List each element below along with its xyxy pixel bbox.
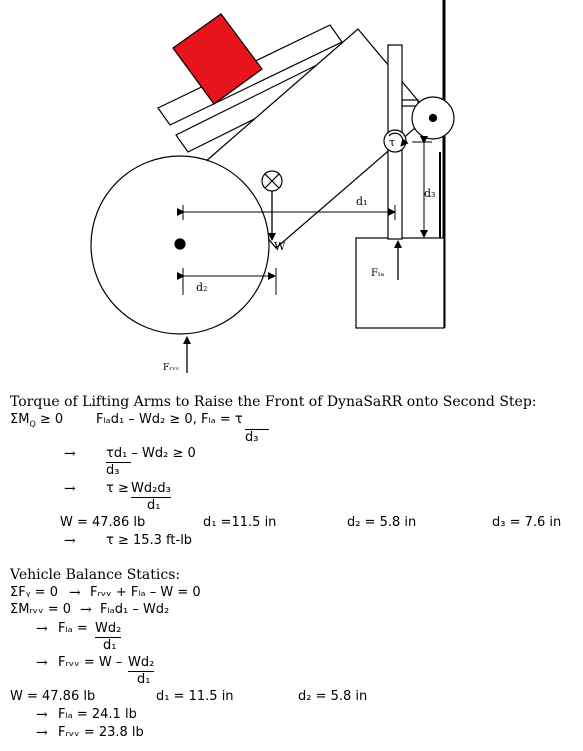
s1-eq1-body: Fₗₐd₁ – Wd₂ ≥ 0, Fₗₐ = τ — [96, 412, 243, 427]
s1-eq3-num: Wd₂d₃ — [131, 481, 171, 496]
section1-title: Torque of Lifting Arms to Raise the Front of DynaSaRR onto Second Step: — [10, 394, 537, 410]
s2-eq3-lhs: Fₗₐ = — [58, 621, 88, 636]
s2-arrow3: → — [36, 621, 48, 637]
s1-eq2-den: d₃ — [106, 462, 131, 478]
s1-eq1-den: d₃ — [245, 429, 269, 445]
s2-eq2-rhs: Fₗₐd₁ – Wd₂ — [100, 602, 170, 617]
s1-eq3-den: d₁ — [147, 498, 161, 513]
label-fla: Fₗₐ — [371, 268, 385, 279]
s1-arrow3: → — [64, 533, 76, 549]
s1-eq1-sub: Q — [29, 419, 36, 429]
s1-given-d1: d₁ =11.5 in — [203, 515, 277, 530]
s1-eq2-num: τd₁ – Wd₂ ≥ 0 — [106, 446, 196, 461]
s1-eq1-left — [10, 412, 63, 433]
label-w: W — [274, 240, 286, 253]
s2-arrow1: → — [69, 585, 81, 601]
s2-res-frw: Fᵣᵥᵥ = 23.8 lb — [58, 725, 144, 740]
s2-eq3-num: Wd₂ — [95, 621, 122, 636]
s1-eq1-rel: ≥ 0 — [39, 412, 64, 427]
s2-arrow4: → — [36, 655, 48, 671]
s2-eq1-rhs: Fᵣᵥᵥ + Fₗₐ – W = 0 — [90, 585, 201, 600]
s2-given-d2: d₂ = 5.8 in — [298, 689, 368, 704]
section2-title: Vehicle Balance Statics: — [10, 567, 181, 583]
label-frw: Fᵣᵥᵥ — [163, 363, 180, 373]
s2-arrow2: → — [80, 602, 92, 618]
label-d3: d₃ — [424, 187, 436, 200]
s2-arrow6: → — [36, 725, 48, 741]
s1-given-d2: d₂ = 5.8 in — [347, 515, 417, 530]
battery-block — [173, 14, 262, 104]
s2-arrow5: → — [36, 707, 48, 723]
label-tau: τ — [389, 136, 396, 149]
label-d1: d₁ — [356, 195, 368, 208]
s2-eq4-lhs: Fᵣᵥᵥ = W – — [58, 655, 123, 670]
s2-eq4-den: d₁ — [137, 672, 151, 687]
s1-given-w: W = 47.86 lb — [60, 515, 146, 530]
step-block — [356, 238, 444, 328]
s2-res-fla: Fₗₐ = 24.1 lb — [58, 707, 137, 722]
s2-eq1: ΣFᵧ = 0 — [10, 585, 58, 600]
s2-given-d1: d₁ = 11.5 in — [156, 689, 234, 704]
s1-eq3-lhs: τ ≥ — [106, 481, 129, 496]
s1-arrow2: → — [64, 481, 76, 497]
s2-eq3-den: d₁ — [103, 638, 117, 653]
s2-given-w: W = 47.86 lb — [10, 689, 96, 704]
s2-eq2: ΣMᵣᵥᵥ = 0 — [10, 602, 72, 617]
label-d2: d₂ — [196, 281, 208, 294]
s1-eq1-sigma: ΣM — [10, 412, 30, 427]
s1-result: τ ≥ 15.3 ft-lb — [106, 533, 193, 548]
s1-given-d3: d₃ = 7.6 in — [492, 515, 562, 530]
s2-eq4-num: Wd₂ — [128, 655, 155, 670]
s1-arrow1: → — [64, 446, 76, 462]
